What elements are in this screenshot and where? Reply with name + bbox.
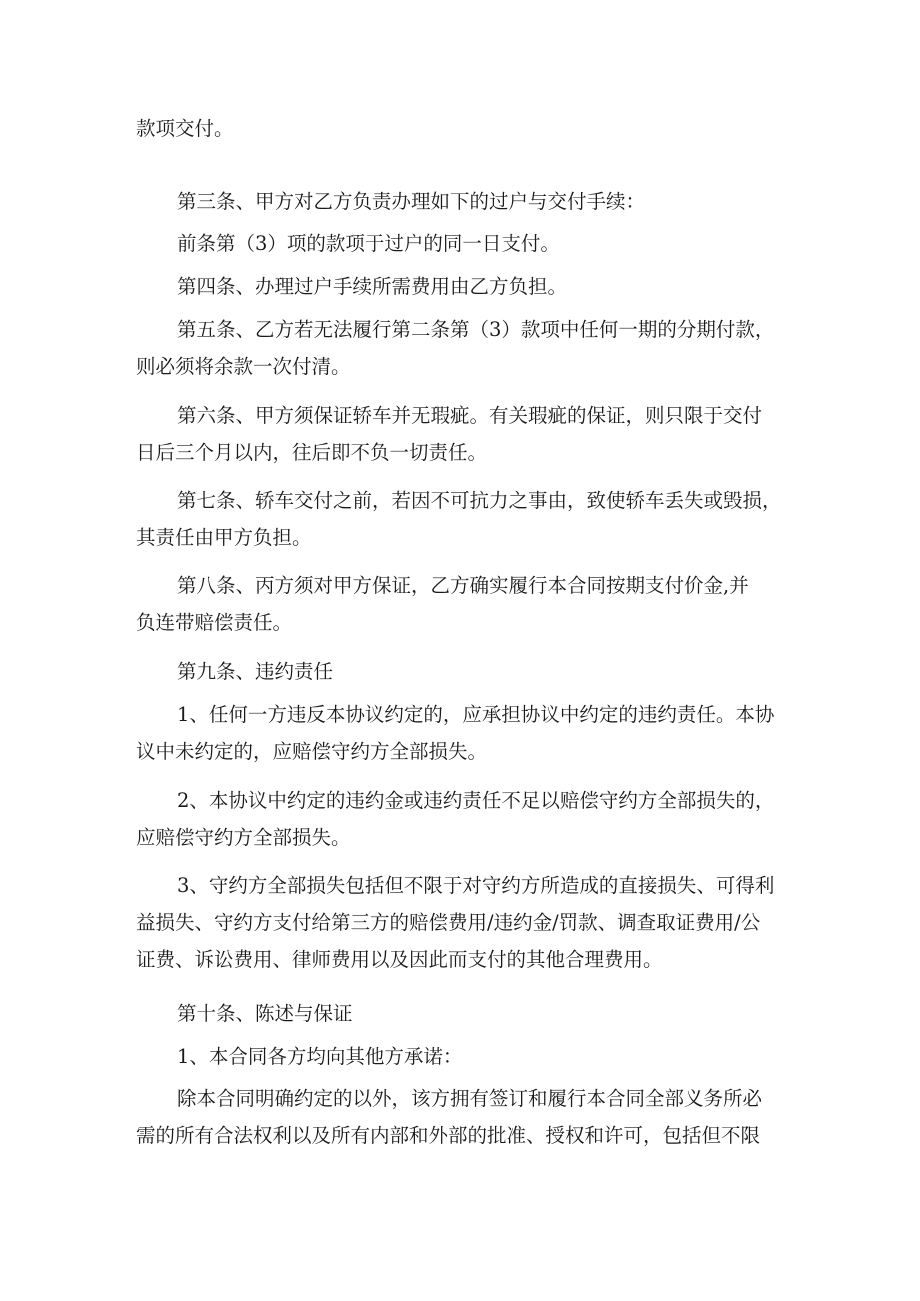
paragraph-line: 需的所有合法权利以及所有内部和外部的批准、授权和许可，包括但不限 — [136, 1124, 761, 1147]
paragraph-article-10-detail — [136, 1080, 786, 1154]
paragraph-line: 1、本合同各方均向其他方承诺： — [177, 1045, 463, 1068]
paragraph-line: 除本合同明确约定的以外，该方拥有签订和履行本合同全部义务所必 — [177, 1087, 763, 1110]
paragraph-article-8 — [136, 567, 786, 641]
paragraph-line: 负连带赔偿责任。 — [136, 611, 293, 634]
paragraph-line: 议中未约定的，应赔偿守约方全部损失。 — [136, 740, 488, 763]
paragraph-line: 第三条、甲方对乙方负责办理如下的过户与交付手续： — [177, 190, 646, 213]
paragraph-article-7 — [136, 482, 786, 556]
paragraph-article-10-item-1 — [136, 1038, 786, 1075]
paragraph-article-3-detail — [136, 225, 786, 262]
paragraph-article-4 — [136, 268, 786, 305]
paragraph-article-3 — [136, 183, 786, 220]
paragraph-line: 第九条、违约责任 — [177, 660, 334, 683]
paragraph-line: 日后三个月以内，往后即不负一切责任。 — [136, 441, 488, 464]
paragraph-1 — [136, 110, 786, 147]
paragraph-article-10-heading — [136, 995, 786, 1032]
paragraph-article-6 — [136, 397, 786, 471]
paragraph-line: 第十条、陈述与保证 — [177, 1002, 353, 1025]
paragraph-line: 1、任何一方违反本协议约定的，应承担协议中约定的违约责任。本协 — [177, 703, 775, 726]
paragraph-line: 2、本协议中约定的违约金或违约责任不足以赔偿守约方全部损失的， — [177, 789, 775, 812]
paragraph-line: 应赔偿守约方全部损失。 — [136, 826, 351, 849]
paragraph-line: 前条第（3）项的款项于过户的同一日支付。 — [177, 232, 560, 255]
paragraph-line: 第五条、乙方若无法履行第二条第（3）款项中任何一期的分期付款， — [177, 318, 775, 341]
paragraph-article-5 — [136, 311, 786, 385]
paragraph-line: 第八条、丙方须对甲方保证，乙方确实履行本合同按期支付价金,并 — [177, 574, 749, 597]
paragraph-line: 证费、诉讼费用、律师费用以及因此而支付的其他合理费用。 — [136, 948, 663, 971]
paragraph-line: 3、守约方全部损失包括但不限于对守约方所造成的直接损失、可得利 — [177, 874, 775, 897]
paragraph-article-9-item-2 — [136, 782, 786, 856]
paragraph-line: 款项交付。 — [136, 117, 234, 140]
paragraph-line: 益损失、守约方支付给第三方的赔偿费用/违约金/罚款、调查取证费用/公 — [136, 911, 761, 934]
paragraph-article-9-item-3 — [136, 867, 786, 978]
paragraph-line: 第六条、甲方须保证轿车并无瑕疵。有关瑕疵的保证，则只限于交付 — [177, 404, 763, 427]
paragraph-line: 则必须将余款一次付清。 — [136, 355, 351, 378]
paragraph-line: 其责任由甲方负担。 — [136, 526, 312, 549]
paragraph-article-9-item-1 — [136, 696, 786, 770]
paragraph-line: 第四条、办理过户手续所需费用由乙方负担。 — [177, 275, 568, 298]
paragraph-line: 第七条、轿车交付之前，若因不可抗力之事由，致使轿车丢失或毁损， — [177, 489, 782, 512]
paragraph-article-9-heading — [136, 653, 786, 690]
